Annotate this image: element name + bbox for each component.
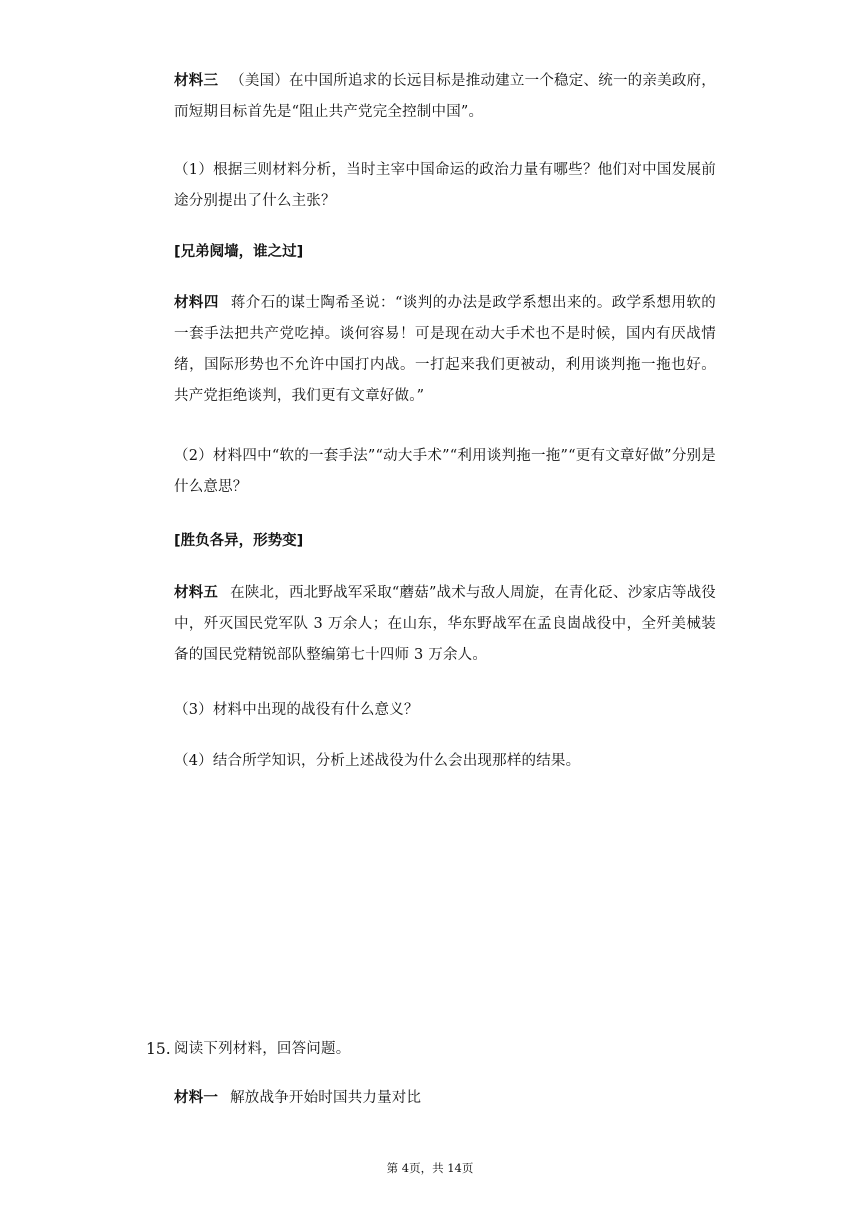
material-4-text: 蒋介石的谋士陶希圣说：“谈判的办法是政学系想出来的。政学系想用软的一套手法把共产党吃掉。谈何容易！可是现在动大手术也不是时候，国内有厌战情绪，国际形势也不允许中国打内战。一打起来我们更被动，利用谈判拖一拖也好。共产党拒绝谈判，我们更有文章好做。”: [174, 295, 716, 404]
section-heading-brothers-quarrel: [兄弟阋墙，谁之过]: [174, 244, 304, 260]
question-15-material-1-text: 解放战争开始时国共力量对比: [230, 1090, 422, 1106]
question-15-number: 15.: [146, 1040, 171, 1058]
question-15-material-1-label: 材料一: [174, 1090, 219, 1106]
question-2: （2）材料四中“软的一套手法”“动大手术”“利用谈判拖一拖”“更有文章好做”分别是什么意思？: [174, 448, 716, 495]
question-4: （4）结合所学知识，分析上述战役为什么会出现那样的结果。: [174, 753, 581, 769]
material-3-paragraph: [174, 66, 716, 128]
page-footer: 第 4页，共 14页: [386, 1161, 474, 1175]
material-3-text: （美国）在中国所追求的长远目标是推动建立一个稳定、统一的亲美政府，而短期目标首先是“阻止共产党完全控制中国”。: [174, 73, 716, 120]
material-5-text: 在陕北，西北野战军采取“蘑菇”战术与敌人周旋，在青化砭、沙家店等战役中，歼灭国民党军队 3 万余人；在山东，华东野战军在孟良崮战役中，全歼美械装备的国民党精锐部队整编第七十四师 3 万余人。: [174, 585, 716, 663]
material-5-label: 材料五: [174, 585, 219, 601]
material-4-label: 材料四: [174, 295, 219, 311]
question-15-prompt: 阅读下列材料，回答问题。: [174, 1041, 351, 1057]
question-3: （3）材料中出现的战役有什么意义？: [174, 702, 419, 718]
material-5-paragraph: [174, 578, 716, 671]
section-heading-victory-defeat: [胜负各异，形势变]: [174, 533, 304, 549]
question-1: （1）根据三则材料分析，当时主宰中国命运的政治力量有哪些？他们对中国发展前途分别提出了什么主张？: [174, 162, 716, 209]
material-3-label: 材料三: [174, 73, 219, 89]
question-15-material-1: [174, 1083, 716, 1114]
material-4-paragraph: [174, 288, 716, 412]
